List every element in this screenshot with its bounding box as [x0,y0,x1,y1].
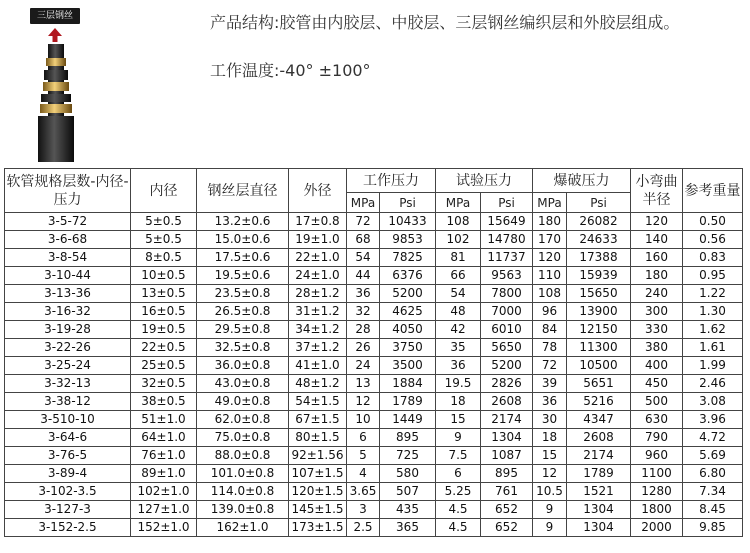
cell-test-mpa: 81 [436,249,481,267]
cell-test-mpa: 66 [436,267,481,285]
cell-min-bend-radius: 240 [631,285,683,303]
cell-spec: 3-19-28 [5,321,131,339]
header-test-mpa: MPa [436,193,481,213]
hose-type-label: 三层钢丝 [30,8,80,24]
cell-ref-weight: 1.22 [683,285,743,303]
cell-inner-diameter: 38±0.5 [131,393,197,411]
cell-burst-mpa: 30 [533,411,567,429]
cell-ref-weight: 2.46 [683,375,743,393]
cell-wire-layer-diameter: 36.0±0.8 [197,357,289,375]
cell-working-psi: 725 [380,447,436,465]
cell-test-psi: 7800 [481,285,533,303]
cell-wire-layer-diameter: 15.0±0.6 [197,231,289,249]
cell-working-psi: 895 [380,429,436,447]
cell-inner-diameter: 13±0.5 [131,285,197,303]
cell-inner-diameter: 19±0.5 [131,321,197,339]
cell-burst-psi: 15939 [567,267,631,285]
cell-test-psi: 14780 [481,231,533,249]
cell-spec: 3-6-68 [5,231,131,249]
table-row [5,375,743,393]
cell-test-psi: 9563 [481,267,533,285]
cell-working-mpa: 3 [347,501,380,519]
cell-min-bend-radius: 120 [631,213,683,231]
cell-test-psi: 761 [481,483,533,501]
cell-test-mpa: 35 [436,339,481,357]
table-row [5,447,743,465]
cell-outer-diameter: 173±1.5 [289,519,347,537]
header-spec: 软管规格层数-内径-压力 [5,169,131,213]
header-outer-diameter: 外径 [289,169,347,213]
cell-inner-diameter: 64±1.0 [131,429,197,447]
cell-ref-weight: 3.08 [683,393,743,411]
cell-min-bend-radius: 450 [631,375,683,393]
cell-min-bend-radius: 300 [631,303,683,321]
cell-outer-diameter: 37±1.2 [289,339,347,357]
cell-min-bend-radius: 1100 [631,465,683,483]
cell-spec: 3-10-44 [5,267,131,285]
cell-outer-diameter: 67±1.5 [289,411,347,429]
cell-min-bend-radius: 140 [631,231,683,249]
cell-burst-psi: 2174 [567,447,631,465]
cell-burst-psi: 1304 [567,519,631,537]
table-row [5,519,743,537]
cell-test-mpa: 36 [436,357,481,375]
table-row [5,285,743,303]
cell-wire-layer-diameter: 62.0±0.8 [197,411,289,429]
cell-ref-weight: 1.61 [683,339,743,357]
cell-burst-mpa: 36 [533,393,567,411]
cell-burst-psi: 10500 [567,357,631,375]
cell-working-psi: 3500 [380,357,436,375]
cell-ref-weight: 0.95 [683,267,743,285]
cell-burst-psi: 26082 [567,213,631,231]
header-working-mpa: MPa [347,193,380,213]
cell-test-psi: 15649 [481,213,533,231]
cell-burst-psi: 1304 [567,501,631,519]
cell-burst-psi: 2608 [567,429,631,447]
cell-wire-layer-diameter: 23.5±0.8 [197,285,289,303]
arrow-up-icon [48,28,62,42]
header-wire-layer-diameter: 钢丝层直径 [197,169,289,213]
cell-burst-mpa: 180 [533,213,567,231]
cell-inner-diameter: 10±0.5 [131,267,197,285]
cell-working-psi: 435 [380,501,436,519]
cell-spec: 3-76-5 [5,447,131,465]
hose-illustration [22,8,92,158]
cell-ref-weight: 3.96 [683,411,743,429]
cell-test-mpa: 48 [436,303,481,321]
cell-min-bend-radius: 180 [631,267,683,285]
cell-inner-diameter: 16±0.5 [131,303,197,321]
cell-test-mpa: 42 [436,321,481,339]
cell-outer-diameter: 34±1.2 [289,321,347,339]
cell-burst-mpa: 39 [533,375,567,393]
table-row [5,321,743,339]
cell-inner-diameter: 32±0.5 [131,375,197,393]
cell-burst-psi: 24633 [567,231,631,249]
cell-test-psi: 7000 [481,303,533,321]
cell-test-mpa: 9 [436,429,481,447]
cell-burst-psi: 11300 [567,339,631,357]
cell-burst-psi: 5651 [567,375,631,393]
cell-outer-diameter: 92±1.56 [289,447,347,465]
cell-burst-mpa: 78 [533,339,567,357]
cell-outer-diameter: 28±1.2 [289,285,347,303]
cell-burst-mpa: 96 [533,303,567,321]
cell-ref-weight: 1.62 [683,321,743,339]
cell-working-mpa: 26 [347,339,380,357]
cell-spec: 3-16-32 [5,303,131,321]
cell-inner-diameter: 127±1.0 [131,501,197,519]
table-row [5,339,743,357]
cell-inner-diameter: 89±1.0 [131,465,197,483]
cell-test-psi: 895 [481,465,533,483]
cell-burst-mpa: 170 [533,231,567,249]
cell-wire-layer-diameter: 49.0±0.8 [197,393,289,411]
table-row [5,231,743,249]
table-row [5,267,743,285]
cell-working-psi: 1449 [380,411,436,429]
cell-burst-mpa: 9 [533,519,567,537]
cell-spec: 3-22-26 [5,339,131,357]
cell-test-mpa: 54 [436,285,481,303]
cell-working-psi: 1789 [380,393,436,411]
table-row [5,393,743,411]
cell-min-bend-radius: 500 [631,393,683,411]
cell-ref-weight: 0.56 [683,231,743,249]
cell-working-mpa: 5 [347,447,380,465]
cell-ref-weight: 0.83 [683,249,743,267]
cell-spec: 3-127-3 [5,501,131,519]
cell-wire-layer-diameter: 162±1.0 [197,519,289,537]
cell-test-psi: 2608 [481,393,533,411]
working-temperature-text: 工作温度:-40° ±100° [210,61,371,80]
cell-burst-mpa: 84 [533,321,567,339]
cell-spec: 3-152-2.5 [5,519,131,537]
cell-outer-diameter: 107±1.5 [289,465,347,483]
cell-test-mpa: 15 [436,411,481,429]
cell-test-mpa: 6 [436,465,481,483]
cell-inner-diameter: 22±0.5 [131,339,197,357]
cell-ref-weight: 1.30 [683,303,743,321]
cell-burst-psi: 1521 [567,483,631,501]
cell-wire-layer-diameter: 43.0±0.8 [197,375,289,393]
table-row [5,411,743,429]
cell-outer-diameter: 120±1.5 [289,483,347,501]
cell-test-mpa: 19.5 [436,375,481,393]
cell-min-bend-radius: 1280 [631,483,683,501]
cell-test-psi: 11737 [481,249,533,267]
cell-test-mpa: 4.5 [436,501,481,519]
cell-wire-layer-diameter: 88.0±0.8 [197,447,289,465]
cell-outer-diameter: 145±1.5 [289,501,347,519]
cell-working-mpa: 12 [347,393,380,411]
header-working-pressure: 工作压力 [347,169,436,193]
cell-wire-layer-diameter: 29.5±0.8 [197,321,289,339]
cell-wire-layer-diameter: 32.5±0.8 [197,339,289,357]
cell-burst-mpa: 72 [533,357,567,375]
cell-burst-mpa: 12 [533,465,567,483]
cell-wire-layer-diameter: 26.5±0.8 [197,303,289,321]
cell-working-mpa: 32 [347,303,380,321]
cell-ref-weight: 1.99 [683,357,743,375]
table-row [5,303,743,321]
cell-inner-diameter: 5±0.5 [131,213,197,231]
cell-ref-weight: 7.34 [683,483,743,501]
header-burst-pressure: 爆破压力 [533,169,631,193]
cell-working-mpa: 28 [347,321,380,339]
cell-spec: 3-8-54 [5,249,131,267]
cell-working-mpa: 10 [347,411,380,429]
cell-inner-diameter: 102±1.0 [131,483,197,501]
product-structure-text: 产品结构:胶管由内胶层、中胶层、三层钢丝编织层和外胶层组成。 [210,13,680,32]
cell-burst-psi: 5216 [567,393,631,411]
cell-working-mpa: 6 [347,429,380,447]
cell-test-psi: 652 [481,501,533,519]
table-row [5,249,743,267]
cell-outer-diameter: 22±1.0 [289,249,347,267]
cell-min-bend-radius: 2000 [631,519,683,537]
cell-working-mpa: 44 [347,267,380,285]
cell-wire-layer-diameter: 19.5±0.6 [197,267,289,285]
cell-burst-mpa: 9 [533,501,567,519]
cell-min-bend-radius: 630 [631,411,683,429]
cell-test-psi: 2174 [481,411,533,429]
cell-spec: 3-102-3.5 [5,483,131,501]
header-min-bend-radius: 小弯曲半径 [631,169,683,213]
cell-spec: 3-13-36 [5,285,131,303]
cell-wire-layer-diameter: 114.0±0.8 [197,483,289,501]
header-test-psi: Psi [481,193,533,213]
cell-working-psi: 580 [380,465,436,483]
header-test-pressure: 试验压力 [436,169,533,193]
cell-inner-diameter: 76±1.0 [131,447,197,465]
cell-test-psi: 6010 [481,321,533,339]
cell-inner-diameter: 25±0.5 [131,357,197,375]
cell-ref-weight: 5.69 [683,447,743,465]
hose-cross-section-image [28,44,84,162]
cell-ref-weight: 4.72 [683,429,743,447]
table-row [5,501,743,519]
cell-ref-weight: 6.80 [683,465,743,483]
cell-test-psi: 652 [481,519,533,537]
cell-burst-psi: 17388 [567,249,631,267]
cell-inner-diameter: 5±0.5 [131,231,197,249]
cell-outer-diameter: 31±1.2 [289,303,347,321]
cell-burst-psi: 12150 [567,321,631,339]
cell-test-psi: 5650 [481,339,533,357]
cell-min-bend-radius: 160 [631,249,683,267]
cell-working-mpa: 54 [347,249,380,267]
cell-spec: 3-38-12 [5,393,131,411]
cell-burst-mpa: 110 [533,267,567,285]
cell-working-mpa: 4 [347,465,380,483]
cell-outer-diameter: 80±1.5 [289,429,347,447]
header-burst-psi: Psi [567,193,631,213]
cell-test-psi: 5200 [481,357,533,375]
cell-working-psi: 5200 [380,285,436,303]
cell-outer-diameter: 24±1.0 [289,267,347,285]
cell-working-mpa: 2.5 [347,519,380,537]
table-row [5,465,743,483]
cell-working-psi: 6376 [380,267,436,285]
cell-outer-diameter: 41±1.0 [289,357,347,375]
cell-test-mpa: 108 [436,213,481,231]
cell-burst-psi: 4347 [567,411,631,429]
cell-min-bend-radius: 400 [631,357,683,375]
cell-burst-mpa: 18 [533,429,567,447]
cell-test-mpa: 7.5 [436,447,481,465]
cell-working-mpa: 72 [347,213,380,231]
table-row [5,483,743,501]
cell-test-mpa: 102 [436,231,481,249]
cell-min-bend-radius: 960 [631,447,683,465]
header-inner-diameter: 内径 [131,169,197,213]
header-burst-mpa: MPa [533,193,567,213]
cell-spec: 3-32-13 [5,375,131,393]
cell-burst-mpa: 108 [533,285,567,303]
cell-working-psi: 7825 [380,249,436,267]
cell-working-mpa: 68 [347,231,380,249]
cell-working-mpa: 13 [347,375,380,393]
cell-working-psi: 365 [380,519,436,537]
cell-min-bend-radius: 380 [631,339,683,357]
cell-spec: 3-89-4 [5,465,131,483]
cell-inner-diameter: 8±0.5 [131,249,197,267]
cell-working-psi: 4625 [380,303,436,321]
cell-burst-psi: 13900 [567,303,631,321]
cell-working-mpa: 3.65 [347,483,380,501]
cell-test-psi: 2826 [481,375,533,393]
cell-min-bend-radius: 790 [631,429,683,447]
cell-test-mpa: 18 [436,393,481,411]
cell-working-psi: 1884 [380,375,436,393]
header-ref-weight: 参考重量 [683,169,743,213]
cell-ref-weight: 9.85 [683,519,743,537]
cell-outer-diameter: 17±0.8 [289,213,347,231]
cell-working-psi: 3750 [380,339,436,357]
header-working-psi: Psi [380,193,436,213]
cell-test-mpa: 4.5 [436,519,481,537]
cell-wire-layer-diameter: 139.0±0.8 [197,501,289,519]
cell-inner-diameter: 51±1.0 [131,411,197,429]
table-row [5,213,743,231]
cell-working-mpa: 36 [347,285,380,303]
table-row [5,357,743,375]
cell-working-mpa: 24 [347,357,380,375]
specification-table-body [5,213,743,537]
specification-table [4,168,743,537]
cell-working-psi: 507 [380,483,436,501]
cell-spec: 3-510-10 [5,411,131,429]
cell-wire-layer-diameter: 101.0±0.8 [197,465,289,483]
cell-spec: 3-64-6 [5,429,131,447]
cell-outer-diameter: 48±1.2 [289,375,347,393]
cell-burst-mpa: 120 [533,249,567,267]
cell-working-psi: 10433 [380,213,436,231]
cell-spec: 3-25-24 [5,357,131,375]
cell-burst-mpa: 10.5 [533,483,567,501]
cell-burst-psi: 15650 [567,285,631,303]
cell-spec: 3-5-72 [5,213,131,231]
cell-wire-layer-diameter: 75.0±0.8 [197,429,289,447]
cell-wire-layer-diameter: 13.2±0.6 [197,213,289,231]
cell-ref-weight: 0.50 [683,213,743,231]
cell-test-psi: 1304 [481,429,533,447]
table-row [5,429,743,447]
cell-ref-weight: 8.45 [683,501,743,519]
cell-wire-layer-diameter: 17.5±0.6 [197,249,289,267]
cell-working-psi: 9853 [380,231,436,249]
cell-inner-diameter: 152±1.0 [131,519,197,537]
cell-test-mpa: 5.25 [436,483,481,501]
cell-min-bend-radius: 1800 [631,501,683,519]
cell-burst-mpa: 15 [533,447,567,465]
cell-min-bend-radius: 330 [631,321,683,339]
cell-outer-diameter: 54±1.5 [289,393,347,411]
cell-working-psi: 4050 [380,321,436,339]
cell-outer-diameter: 19±1.0 [289,231,347,249]
cell-burst-psi: 1789 [567,465,631,483]
cell-test-psi: 1087 [481,447,533,465]
